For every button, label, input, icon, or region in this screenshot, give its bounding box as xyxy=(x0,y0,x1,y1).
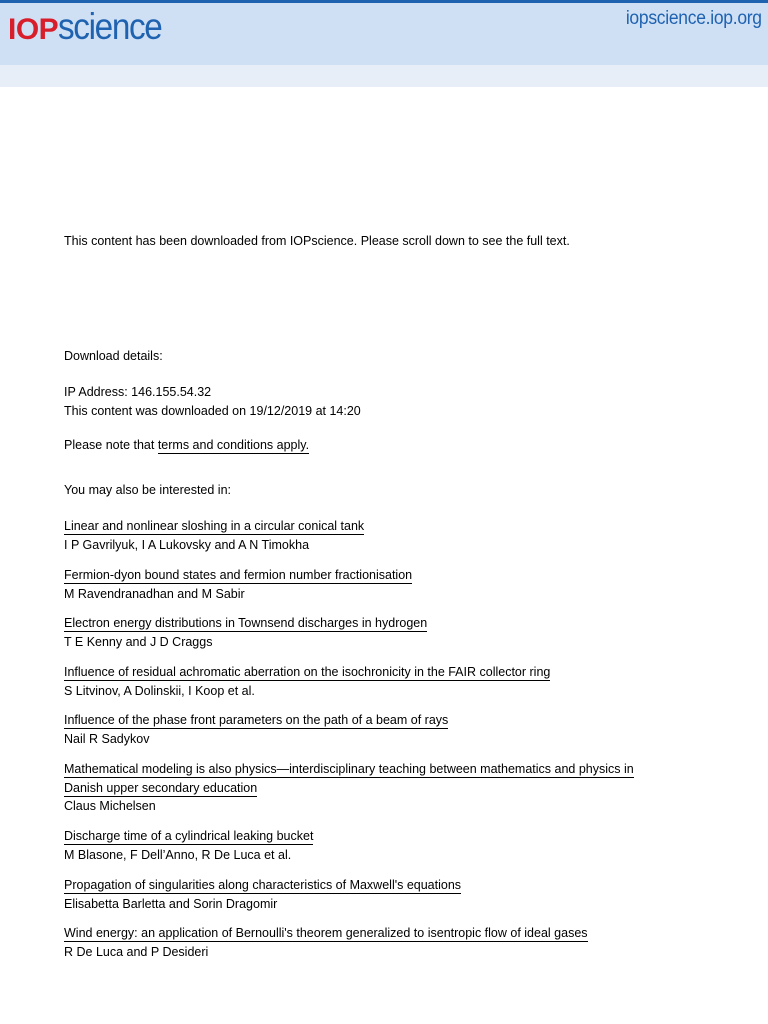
terms-prefix: Please note that xyxy=(64,438,158,452)
article-authors: M Ravendranadhan and M Sabir xyxy=(64,586,245,601)
article-title-link[interactable]: Wind energy: an application of Bernoulli's theorem generalized to isentropic flow of ideal gases xyxy=(64,926,588,940)
article-title-link[interactable]: Influence of residual achromatic aberration on the isochronicity in the FAIR collector ring xyxy=(64,665,551,679)
terms-note xyxy=(64,436,309,454)
article-authors: Claus Michelsen xyxy=(64,799,156,813)
site-url-link[interactable]: iopscience.iop.org xyxy=(626,8,762,29)
list-item xyxy=(64,760,684,815)
article-title-link[interactable]: Influence of the phase front parameters on the path of a beam of rays xyxy=(64,713,449,727)
list-item xyxy=(64,663,684,700)
iopscience-logo[interactable] xyxy=(8,7,173,47)
download-details-heading: Download details: xyxy=(64,349,163,363)
article-title-link[interactable]: Mathematical modeling is also physics—interdisciplinary teaching between mathematics and physics in xyxy=(64,762,634,776)
downloaded-on: This content was downloaded on 19/12/2019 at 14:20 xyxy=(64,404,361,418)
list-item xyxy=(64,876,684,913)
header-sub-band xyxy=(0,65,768,87)
download-notice: This content has been downloaded from IOPscience. Please scroll down to see the full text. xyxy=(64,234,570,248)
article-title-link-continued[interactable]: Danish upper secondary education xyxy=(64,780,258,795)
list-item xyxy=(64,924,684,961)
article-title-link[interactable]: Electron energy distributions in Townsend discharges in hydrogen xyxy=(64,616,428,630)
article-authors: Elisabetta Barletta and Sorin Dragomir xyxy=(64,896,278,911)
list-item xyxy=(64,566,684,603)
terms-and-conditions-link[interactable]: terms and conditions apply. xyxy=(157,438,310,452)
article-title-link[interactable]: Fermion-dyon bound states and fermion number fractionisation xyxy=(64,568,413,582)
article-title-link[interactable]: Propagation of singularities along characteristics of Maxwell's equations xyxy=(64,878,462,892)
related-heading: You may also be interested in: xyxy=(64,483,232,497)
article-authors: S Litvinov, A Dolinskii, I Koop et al. xyxy=(64,683,255,698)
list-item xyxy=(64,827,684,864)
article-authors: M Blasone, F Dell’Anno, R De Luca et al. xyxy=(64,847,292,862)
article-authors: Nail R Sadykov xyxy=(64,731,150,746)
site-header xyxy=(0,3,768,65)
logo-iop-text: IOP xyxy=(8,13,59,46)
logo-science-text: science xyxy=(58,6,162,47)
ip-address: IP Address: 146.155.54.32 xyxy=(64,385,212,399)
article-authors: T E Kenny and J D Craggs xyxy=(64,634,213,649)
article-authors: I P Gavrilyuk, I A Lukovsky and A N Timokha xyxy=(64,537,310,552)
article-title-link[interactable]: Discharge time of a cylindrical leaking bucket xyxy=(64,829,314,843)
list-item xyxy=(64,517,684,554)
article-authors: R De Luca and P Desideri xyxy=(64,944,209,959)
article-title-link[interactable]: Linear and nonlinear sloshing in a circular conical tank xyxy=(64,519,365,533)
list-item xyxy=(64,711,684,748)
list-item xyxy=(64,614,684,651)
